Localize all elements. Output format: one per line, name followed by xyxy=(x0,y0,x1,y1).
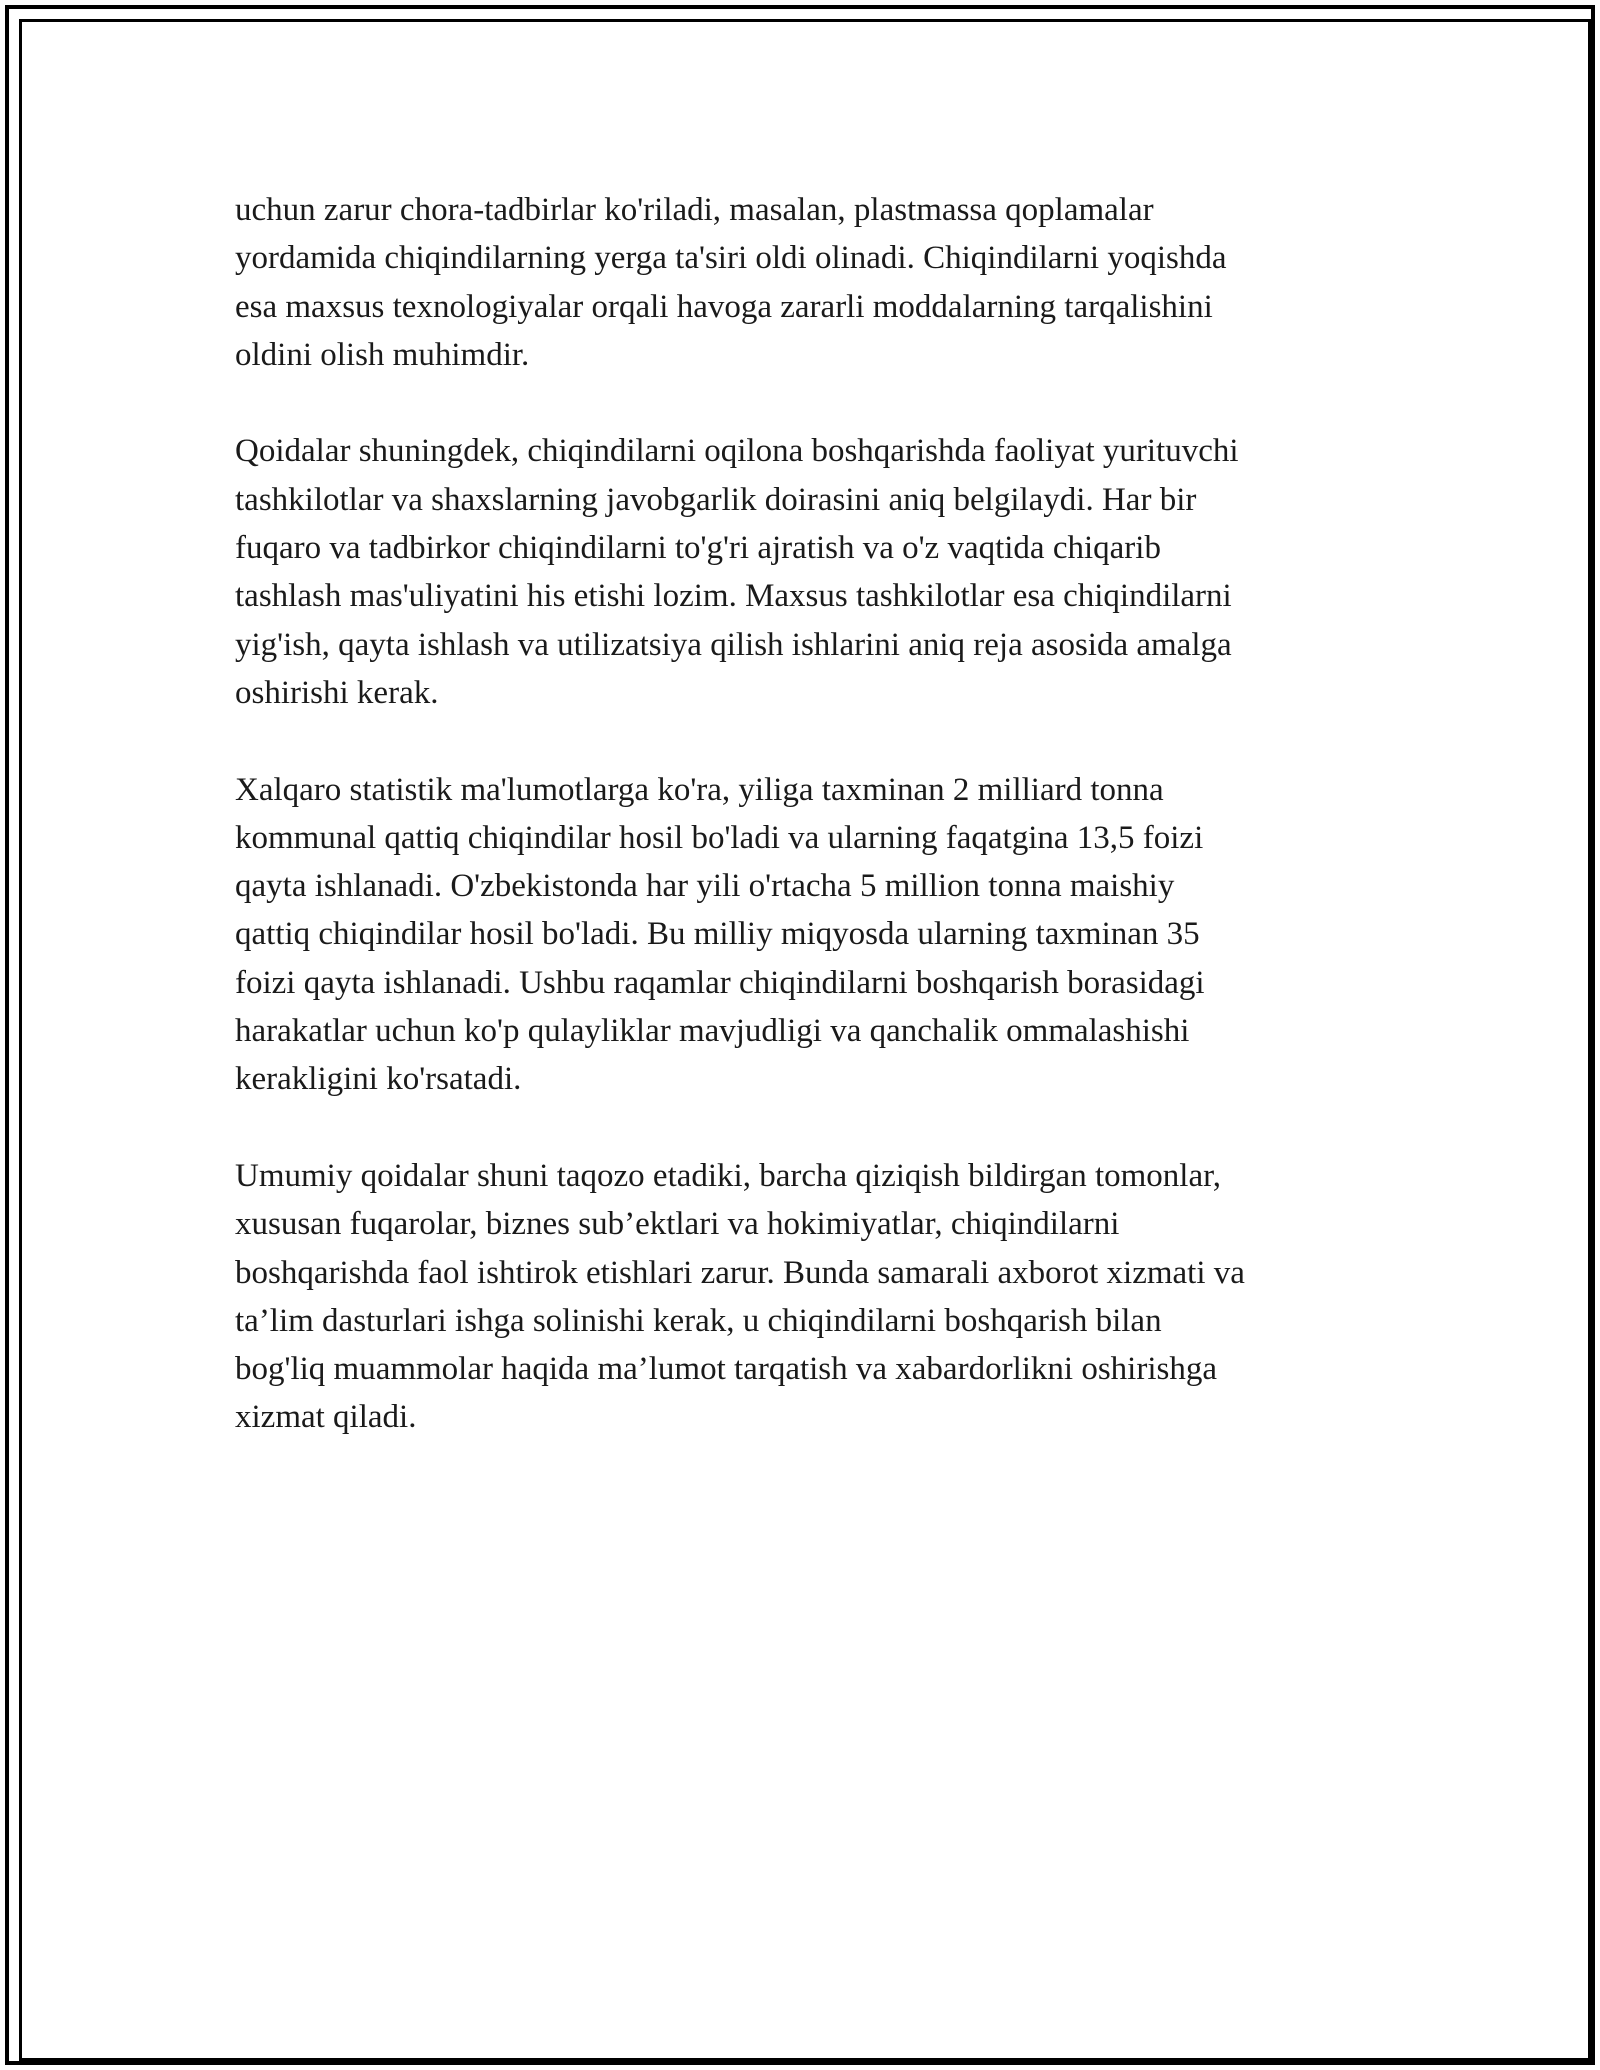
paragraph-3: Xalqaro statistik ma'lumotlarga ko'ra, yiliga taxminan 2 milliard tonna kommunal qattiq chiqindilar hosil bo'ladi va ularning faqatgina 13,5 foizi qayta ishlanadi. O'zbekistonda har yili o'rtacha 5 million tonna maishiy qattiq chiqindilar hosil bo'ladi. Bu milliy miqyosda ularning taxminan 35 foizi qayta ishlanadi. Ushbu raqamlar chiqindilarni boshqarish borasidagi harakatlar uchun ko'p qulayliklar mavjudligi va qanchalik ommalashishi kerakligini ko'rsatadi. xyxy=(235,771,1205,1098)
document-body xyxy=(235,186,1405,1442)
paragraph-1: uchun zarur chora-tadbirlar ko'riladi, masalan, plastmassa qoplamalar yordamida chiqindilarning yerga ta'siri oldi olinadi. Chiqindilarni yoqishda esa maxsus texnologiyalar orqali havoga zararli moddalarning tarqalishini oldini olish muhimdir. xyxy=(235,192,1227,373)
paragraph-2: Qoidalar shuningdek, chiqindilarni oqilona boshqarishda faoliyat yurituvchi tashkilotlar va shaxslarning javobgarlik doirasini aniq belgilaydi. Har bir fuqaro va tadbirkor chiqindilarni to'g'ri ajratish va o'z vaqtida chiqarib tashlash mas'uliyatini his etishi lozim. Maxsus tashkilotlar esa chiqindilarni yig'ish, qayta ishlash va utilizatsiya qilish ishlarini aniq reja asosida amalga oshirishi kerak. xyxy=(235,433,1239,711)
paragraph-4: Umumiy qoidalar shuni taqozo etadiki, barcha qiziqish bildirgan tomonlar, xususan fuqarolar, biznes sub’ektlari va hokimiyatlar, chiqindilarni boshqarishda faol ishtirok etishlari zarur. Bunda samarali axborot xizmati va ta’lim dasturlari ishga solinishi kerak, u chiqindilarni boshqarish bilan bog'liq muammolar haqida ma’lumot tarqatish va xabardorlikni oshirishga xizmat qiladi. xyxy=(235,1157,1245,1436)
